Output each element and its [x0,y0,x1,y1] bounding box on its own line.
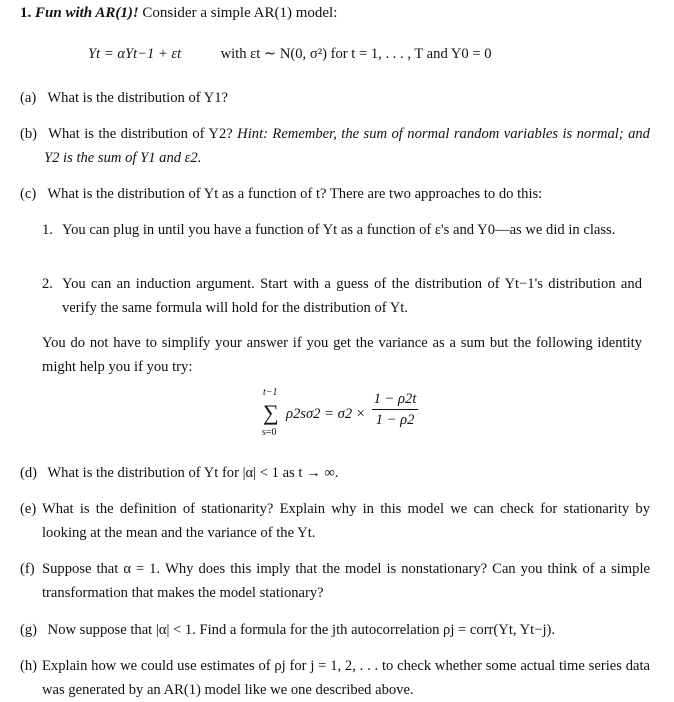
question-b-hint: Hint: Remember, the sum of normal random variables is normal; and Y2 is the sum of Y1 and ε2. [44,126,650,166]
question-b [20,122,650,170]
question-d-text: What is the distribution of Yt for |α| < 1 as t → ∞. [47,465,339,481]
sum-body: ρ2sσ2 = σ2 × [286,406,366,422]
problem-number: 1. [20,5,32,21]
question-c-text: What is the distribution of Yt as a function of t? There are two approaches to do this: [47,186,543,202]
question-e-text: What is the definition of stationarity? Explain why in this model we can check for stationarity by looking at the mean and the variance of the Yt. [42,501,650,541]
model-equation-condition: with εt ∼ N(0, σ²) for t = 1, . . . , T and Y0 = 0 [220,46,492,62]
sum-identity [262,388,432,444]
fraction-denominator: 1 − ρ2 [375,412,415,428]
fraction-numerator: 1 − ρ2t [372,390,418,410]
problem-title [20,1,337,25]
question-c-item-1-text: You can plug in until you have a function of Yt as a function of ε's and Y0—as we did in class. [62,222,616,238]
problem-name: Fun with AR(1)! [35,5,139,21]
question-a-text: What is the distribution of Y1? [47,90,229,106]
question-g [20,618,650,642]
question-c-note: You do not have to simplify your answer if you get the variance as a sum but the following identity might help you if you try: [42,335,642,375]
question-h-text: Explain how we could use estimates of ρj for j = 1, 2, . . . to check whether some actual time series data was generated by an AR(1) model like we one described above. [42,658,650,698]
sum-lower-limit: s=0 [262,427,277,438]
question-a-label: (a) [20,90,37,106]
question-d-label: (d) [20,465,38,481]
model-equation-lhs: Yt = αYt−1 + εt [88,46,182,62]
question-h-label: (h) [20,658,38,674]
question-c-item-1-num: 1. [42,222,53,238]
question-a [20,86,650,110]
question-c-item-2 [42,272,642,332]
problem-intro: Consider a simple AR(1) model: [142,5,338,21]
question-g-label: (g) [20,622,38,638]
question-b-label: (b) [20,126,38,142]
question-c [20,182,650,206]
question-c-item-2-num: 2. [42,276,53,292]
question-h [20,654,650,702]
question-e-label: (e) [20,501,37,517]
question-c-label: (c) [20,186,37,202]
question-b-text: What is the distribution of Y2? [48,126,233,142]
question-d [20,461,650,485]
question-c-item-1 [42,218,642,278]
model-equation [88,42,628,66]
question-g-text: Now suppose that |α| < 1. Find a formula for the jth autocorrelation ρj = corr(Yt, Yt−j). [47,622,556,638]
sigma-symbol: ∑ [263,400,279,425]
question-c-item-2-text: You can an induction argument. Start with a guess of the distribution of Yt−1's distribution and verify the same formula will hold for the distribution of Yt. [62,276,642,316]
question-f [20,557,650,605]
fraction [372,390,418,429]
question-f-label: (f) [20,561,35,577]
question-f-text: Suppose that α = 1. Why does this imply that the model is nonstationary? Can you think of a simple transformation that makes the model stationary? [42,561,650,601]
question-e [20,497,650,545]
sum-upper-limit: t−1 [263,387,278,398]
